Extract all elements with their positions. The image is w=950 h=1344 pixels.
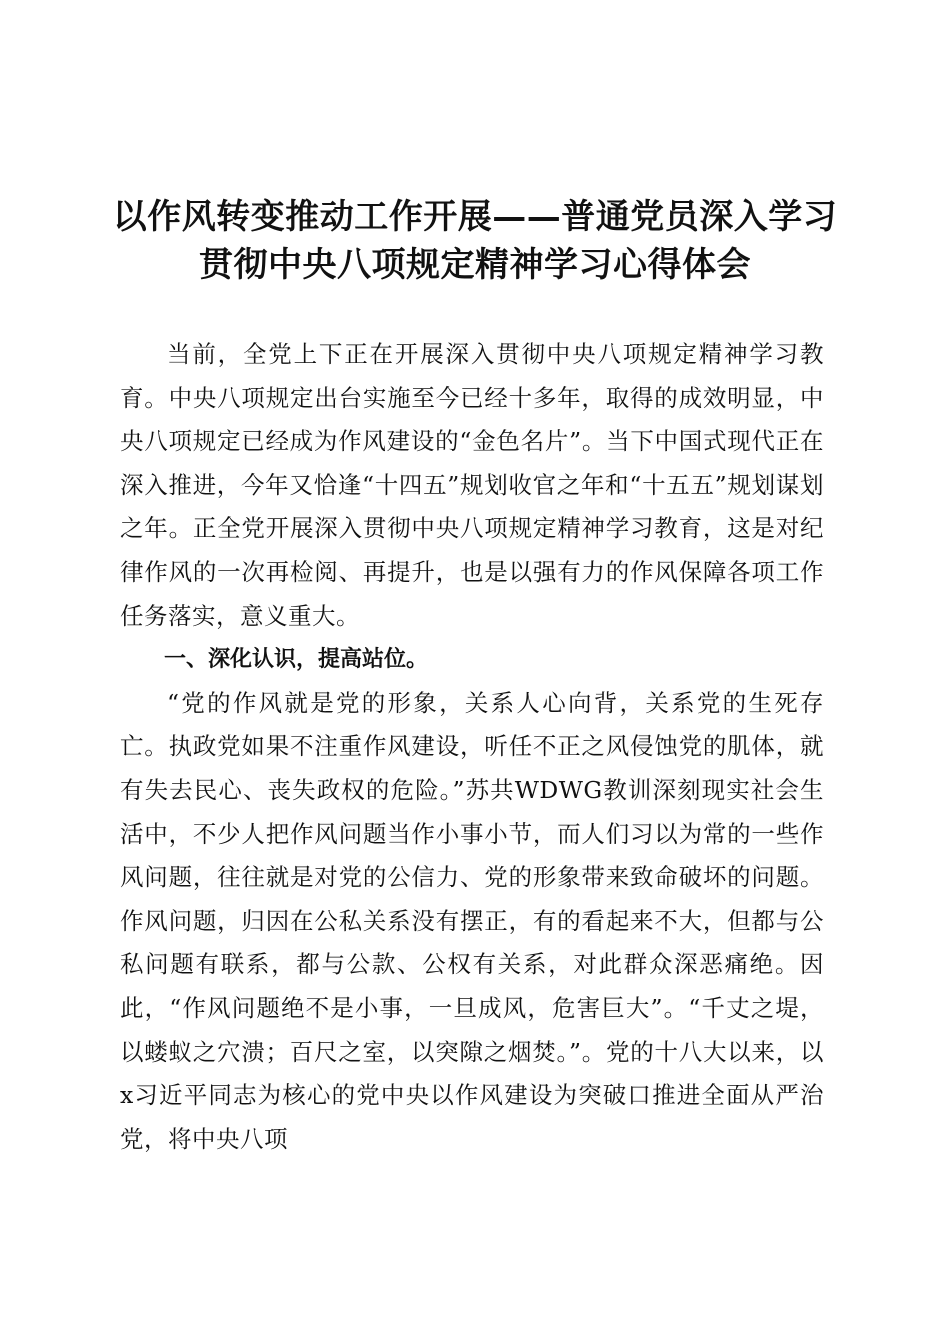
document-title: 以作风转变推动工作开展——普通党员深入学习贯彻中央八项规定精神学习心得体会 xyxy=(112,197,838,285)
section-heading: 一、深化认识，提高站位。 xyxy=(164,647,429,673)
document-body xyxy=(120,333,824,1161)
body-paragraph: “党的作风就是党的形象，关系人心向背，关系党的生死存亡。执政党如果不注重作风建设，听任不正之风侵蚀党的肌体，就有失去民心、丧失政权的危险。”苏共WDWG教训深刻现实社会生活中，不少人把作风问题当作小事小节，而人们习以为常的一些作风问题，往往就是对党的公信力、党的形象带来致命破坏的问题。作风问题，归因在公私关系没有摆正，有的看起来不大，但都与公私问题有联系，都与公款、公权有关系，对此群众深恶痛绝。因此，“作风问题绝不是小事，一旦成风，危害巨大”。“千丈之堤，以蝼蚁之穴溃；百尺之室，以突隙之烟焚。”。党的十八大以来，以x习近平同志为核心的党中央以作风建设为突破口推进全面从严治党，将中央八项 xyxy=(120,688,824,1153)
intro-paragraph: 当前，全党上下正在开展深入贯彻中央八项规定精神学习教育。中央八项规定出台实施至今已经十多年，取得的成效明显，中央八项规定已经成为作风建设的“金色名片”。当下中国式现代正在深入推进，今年又恰逢“十四五”规划收官之年和“十五五”规划谋划之年。正全党开展深入贯彻中央八项规定精神学习教育，这是对纪律作风的一次再检阅、再提升，也是以强有力的作风保障各项工作任务落实，意义重大。 xyxy=(120,340,824,630)
